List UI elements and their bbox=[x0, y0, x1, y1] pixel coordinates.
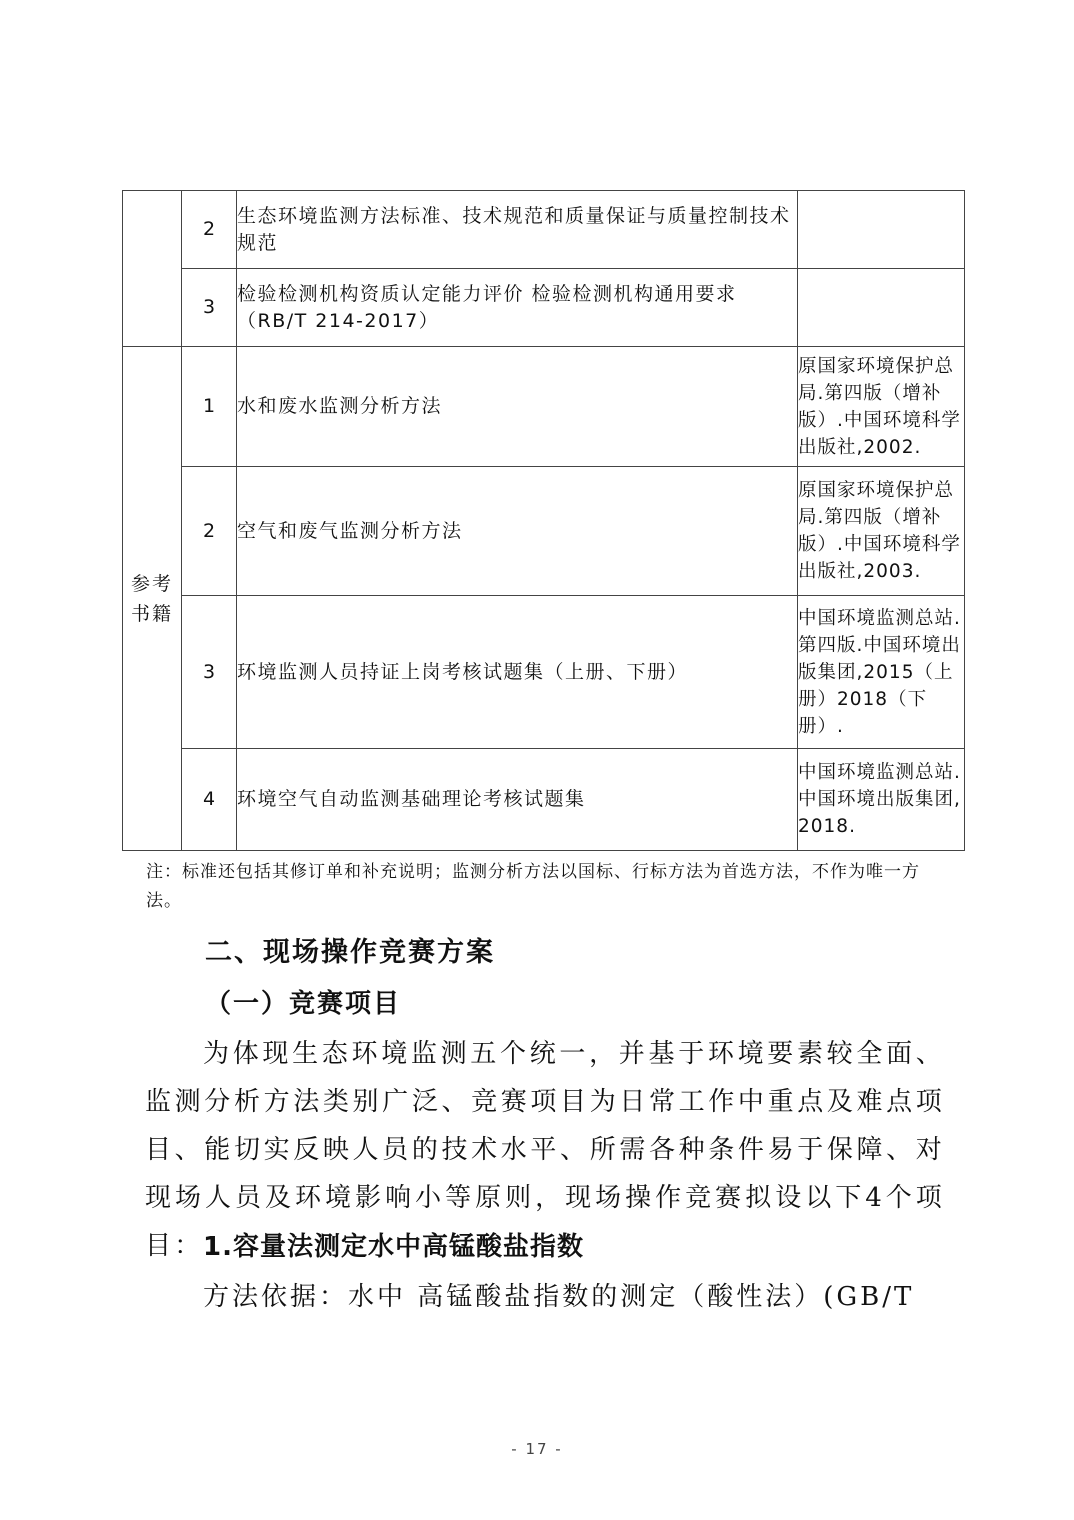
table-row bbox=[123, 347, 965, 467]
row-source bbox=[798, 191, 965, 269]
table-row bbox=[123, 596, 965, 749]
row-title: 水和废水监测分析方法 bbox=[237, 347, 798, 467]
row-source: 中国环境监测总站.第四版.中国环境出版集团,2015（上册）2018（下册）. bbox=[798, 596, 965, 749]
table-row bbox=[123, 467, 965, 596]
row-title: 生态环境监测方法标准、技术规范和质量保证与质量控制技术规范 bbox=[237, 191, 798, 269]
row-source bbox=[798, 269, 965, 347]
subsection-heading: （一）竞赛项目 bbox=[205, 989, 402, 1019]
row-title: 环境监测人员持证上岗考核试题集（上册、下册） bbox=[237, 596, 798, 749]
row-title: 空气和废气监测分析方法 bbox=[237, 467, 798, 596]
row-title: 检验检测机构资质认定能力评价 检验检测机构通用要求（RB/T 214-2017） bbox=[237, 269, 798, 347]
section-heading: 二、现场操作竞赛方案 bbox=[205, 937, 495, 968]
row-title: 环境空气自动监测基础理论考核试题集 bbox=[237, 749, 798, 851]
row-source: 中国环境监测总站.中国环境出版集团,2018. bbox=[798, 749, 965, 851]
reference-table bbox=[122, 190, 965, 851]
row-number: 2 bbox=[182, 191, 237, 269]
row-source: 原国家环境保护总局.第四版（增补版）.中国环境科学出版社,2002. bbox=[798, 347, 965, 467]
table-note: 注：标准还包括其修订单和补充说明；监测分析方法以国标、行标方法为首选方法，不作为唯一方法。 bbox=[146, 862, 920, 911]
body-paragraph: 为体现生态环境监测五个统一，并基于环境要素较全面、监测分析方法类别广泛、竞赛项目为日常工作中重点及难点项目、能切实反映人员的技术水平、所需各种条件易于保障、对现场人员及环境影响小等原则，现场操作竞赛拟设以下4个项目： bbox=[145, 1039, 945, 1261]
row-number: 4 bbox=[182, 749, 237, 851]
row-number: 1 bbox=[182, 347, 237, 467]
table-row bbox=[123, 269, 965, 347]
method-basis: 方法依据：水中 高锰酸盐指数的测定（酸性法）(GB/T bbox=[203, 1282, 915, 1312]
category-cell: 参考书籍 bbox=[123, 347, 182, 851]
row-source: 原国家环境保护总局.第四版（增补版）.中国环境科学出版社,2003. bbox=[798, 467, 965, 596]
row-number: 3 bbox=[182, 596, 237, 749]
row-number: 3 bbox=[182, 269, 237, 347]
item-heading: 1.容量法测定水中高锰酸盐指数 bbox=[203, 1232, 584, 1262]
row-number: 2 bbox=[182, 467, 237, 596]
table-row bbox=[123, 191, 965, 269]
table-row bbox=[123, 749, 965, 851]
category-cell bbox=[123, 191, 182, 347]
page-number: - 17 - bbox=[511, 1440, 563, 1458]
